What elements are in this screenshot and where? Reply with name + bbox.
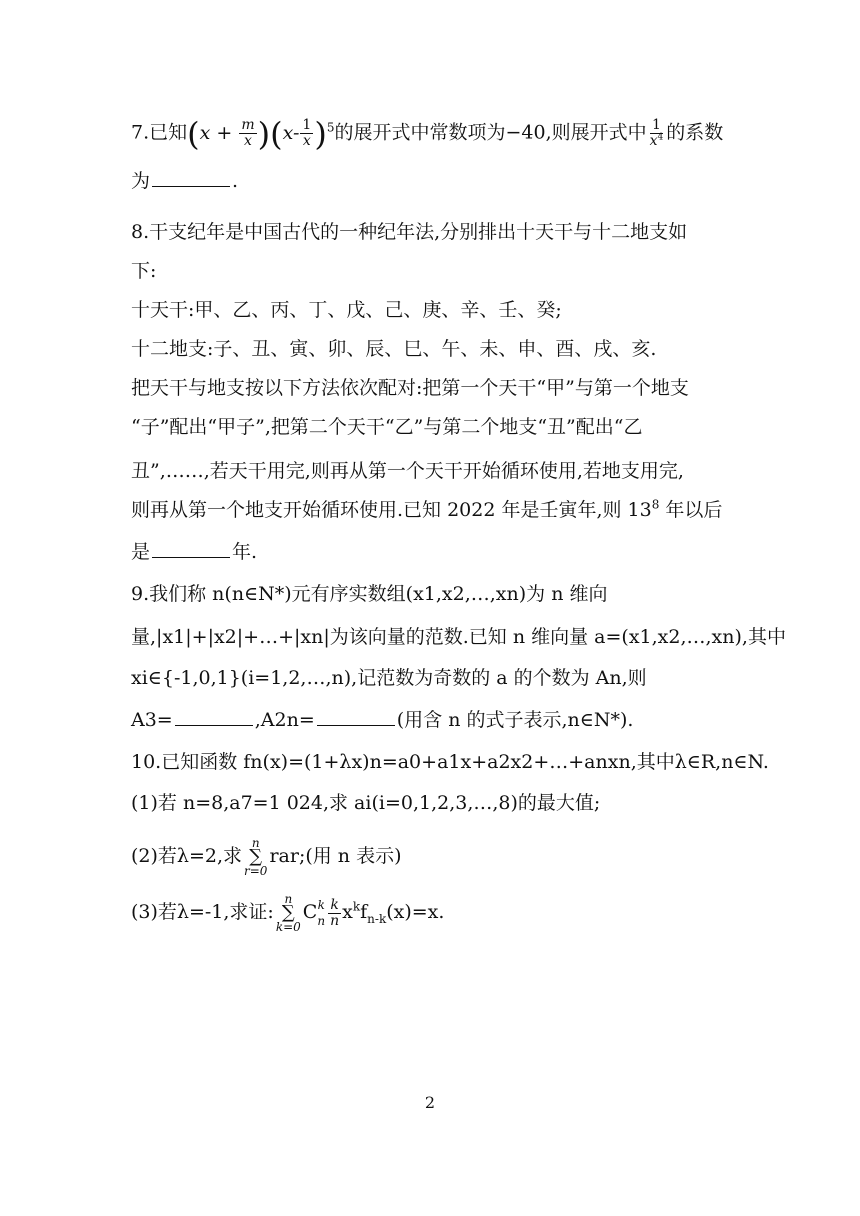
q8-line-8-a: 则再从第一个地支开始循环使用.已知 2022 年是壬寅年,则 13 xyxy=(131,499,652,521)
q8-answer-blank[interactable] xyxy=(152,539,230,558)
q10-x: x xyxy=(342,901,353,923)
q8-line-9-b: 年. xyxy=(232,541,258,563)
q10-line-4: (3)若λ=-1,求证: n ∑ k=0 C k n $\frac{k}{n}$ $x^kf_{n-k}(x)=x$. xyxy=(131,892,445,934)
q9-line-1: 9.我们称 n(n∈N*)元有序实数组(x1,x2,…,xn)为 n 维向 xyxy=(131,583,608,605)
q7-line-2 xyxy=(131,168,238,194)
q9-a3-label: A3= xyxy=(131,709,173,731)
q8-line-3: 十天干:甲、乙、丙、丁、戊、己、庚、辛、壬、癸; xyxy=(131,299,562,321)
q7-prefix: 7.已知 xyxy=(131,121,188,144)
q7-suffix-2: ,则展开式中 xyxy=(545,121,647,144)
page-number: 2 xyxy=(424,1093,436,1112)
q8-line-8-b: 年以后 xyxy=(659,499,723,521)
q9-line-4-suffix: (用含 n 的式子表示,n∈N*). xyxy=(396,709,634,731)
q7-answer-blank[interactable] xyxy=(152,168,230,187)
q8-exponent: 8 xyxy=(651,497,660,512)
q7-line2-pre: 为 xyxy=(131,170,151,192)
q10-part3-suffix: (x)=x. xyxy=(386,901,445,923)
q9-line-2: 量,|x1|+|x2|+…+|xn|为该向量的范数.已知 n 维向量 a=(x1,x2,…,xn),其中 xyxy=(131,626,786,648)
q8-line-4: 十二地支:子、丑、寅、卯、辰、巳、午、未、申、酉、戌、亥. xyxy=(131,338,657,360)
q8-line-9 xyxy=(131,539,257,565)
q8-line-9-a: 是 xyxy=(131,541,151,563)
q7-frac-term: $\frac{1}{x^4}$ xyxy=(649,117,664,149)
q8-line-6: “子”配出“甲子”,把第二个天干“乙”与第二个地支“丑”配出“乙 xyxy=(131,416,643,438)
q10-f: f xyxy=(360,901,368,923)
q7-constant: −40 xyxy=(505,121,546,144)
q8-line-8 xyxy=(131,497,722,523)
q9-a2n-blank[interactable] xyxy=(317,707,395,726)
q10-line-3 xyxy=(131,837,402,877)
q10-line-2: (1)若 n=8,a7=1 024,求 ai(i=0,1,2,3,…,8)的最大值; xyxy=(131,792,601,814)
q8-line-7: 丑”,……,若天干用完,则再从第一个天干开始循环使用,若地支用完, xyxy=(131,460,684,482)
q10-sum-symbol: n ∑ r=0 xyxy=(244,836,268,878)
q7-suffix-1: 的展开式中常数项为 xyxy=(334,121,506,144)
q8-line-2: 下: xyxy=(131,260,157,282)
q7-suffix-3: 的系数 xyxy=(666,121,724,144)
q10-part2-suffix: rar;(用 n 表示) xyxy=(269,845,402,867)
q8-line-1: 8.干支纪年是中国古代的一种纪年法,分别排出十天干与十二地支如 xyxy=(131,221,688,243)
q8-line-5: 把天干与地支按以下方法依次配对:把第一个天干“甲”与第一个地支 xyxy=(131,377,689,399)
q10-part3-prefix: (3)若λ=-1,求证: xyxy=(131,901,274,923)
q10-k-over-n: $\frac{k}{n}$ xyxy=(330,896,340,929)
q10-line-1: 10.已知函数 fn(x)=(1+λx)n=a0+a1x+a2x2+…+anxn,其中λ∈R,n∈N. xyxy=(131,751,769,773)
q9-a2n-label: ,A2n= xyxy=(254,709,315,731)
q10-sum-symbol-2: n ∑ k=0 xyxy=(275,892,301,934)
q9-line-4 xyxy=(131,707,633,733)
q7-line2-post: . xyxy=(232,170,239,192)
q10-binom-indices: k n xyxy=(317,898,326,928)
q10-part2-prefix: (2)若λ=2,求 xyxy=(131,845,243,867)
q9-a3-blank[interactable] xyxy=(175,707,253,726)
q7-line-1 xyxy=(131,114,724,153)
q9-line-3: xi∈{-1,0,1}(i=1,2,…,n),记范数为奇数的 a 的个数为 An,则 xyxy=(131,667,647,689)
q7-expression: (x + $\frac{m}{x}$ )(x- $\frac{1}{x}$ )$^5$ xyxy=(187,114,335,153)
